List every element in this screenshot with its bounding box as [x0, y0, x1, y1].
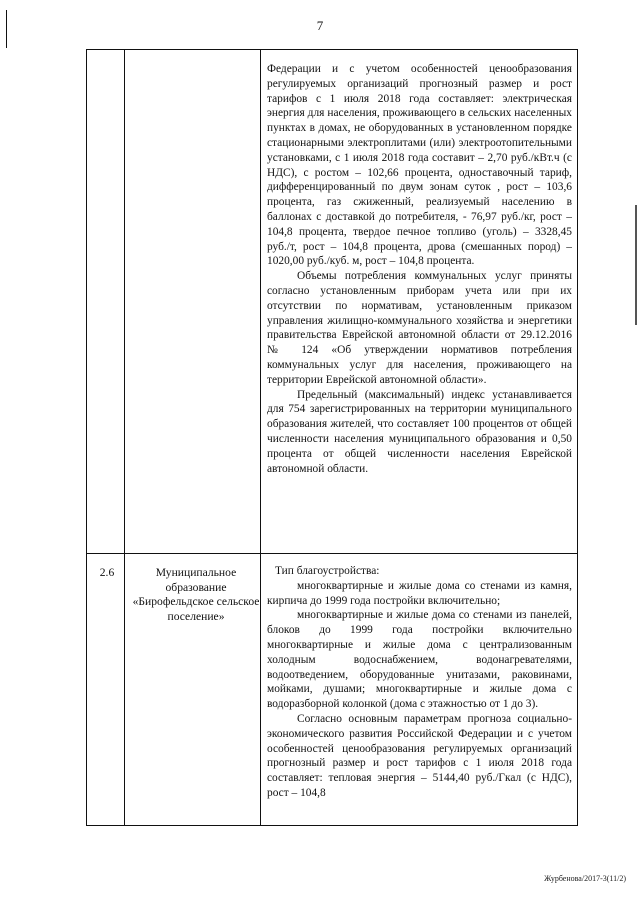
- row2-paragraph-3: многоквартирные и жилые дома со стенами из панелей, блоков до 1999 года постройки включительно многоквартирные и жилые дома с централизованным холодным водоснабжением, водонагревателями, водоотведением, оборудованные унитазами, раковинами, мойками, душами; многоквартирные и жилые дома с водоразборной колонкой (дома с этажностью от 1 до 3).: [267, 609, 572, 711]
- row2-number: 2.6: [99, 566, 115, 579]
- row2-paragraph-2: многоквартирные и жилые дома со стенами из камня, кирпича до 1999 года постройки включительно;: [267, 579, 572, 607]
- row1-paragraph-2: Объемы потребления коммунальных услуг приняты согласно установленным приборам учета или при их отсутствии по нормативам, установленным приказом управления жилищно-коммунального хозяйства и энергетики правительства Еврейской автономной области от 29.12.2016 № 124 «Об утверждении нормативов потребления коммунальных услуг для населения, проживающего на территории Еврейской автономной области».: [267, 270, 572, 386]
- binding-mark: [6, 10, 7, 48]
- row2-paragraph-4: Согласно основным параметрам прогноза социально-экономического развития Российской Федерации и с учетом особенностей ценообразования регулируемых организаций прогнозный размер и рост тарифов с 1 июля 2018 года составляет: тепловая энергия – 5144,40 руб./Гкал (с НДС), рост – 104,8: [267, 712, 572, 799]
- column-divider-1: [124, 50, 125, 825]
- document-footer-code: Журбенова/2017-3(11/2): [544, 874, 626, 883]
- column-divider-2: [260, 50, 261, 825]
- page-number: 7: [316, 18, 324, 33]
- row1-paragraph-1: Федерации и с учетом особенностей ценообразования регулируемых организаций прогнозный размер и рост тарифов с 1 июля 2018 года составляет: электрическая энергия для населения, проживающего в сельских населенных пунктах в домах, не оборудованных в установленном порядке стационарными электроплитами (или) электроотопительными установками, с 1 июля 2018 года составит – 2,70 руб./кВт.ч (с НДС), с ростом – 102,66 процента, одноставочный тариф, дифференцированный по двум зонам суток , рост – 103,6 процента, газ сжиженный, реализуемый населению в баллонах с доставкой до потребителя, - 76,97 руб./кг, рост – 104,8 процента, твердое печное топливо (уголь) – 3328,45 руб./т, рост – 104,8 процента, дрова (смешанных пород) – 1020,00 руб./куб. м, рост – 104,8 процента.: [267, 63, 572, 268]
- tariff-table: [86, 49, 578, 826]
- row2-municipality-name: Муниципальное образование «Бирофельдское сельское поселение»: [132, 566, 260, 623]
- scan-edge-mark: [635, 205, 637, 325]
- row1-paragraph-3: Предельный (максимальный) индекс устанавливается для 754 зарегистрированных на территории муниципального образования жителей, что составляет 100 процентов от общей численности населения муниципального образования и 0,50 процента от общей численности населения Еврейской автономной области.: [267, 388, 572, 475]
- row1-description: [267, 62, 572, 476]
- row-divider: [87, 553, 577, 554]
- row2-paragraph-1: Тип благоустройства:: [275, 565, 380, 577]
- row2-description: [267, 564, 572, 801]
